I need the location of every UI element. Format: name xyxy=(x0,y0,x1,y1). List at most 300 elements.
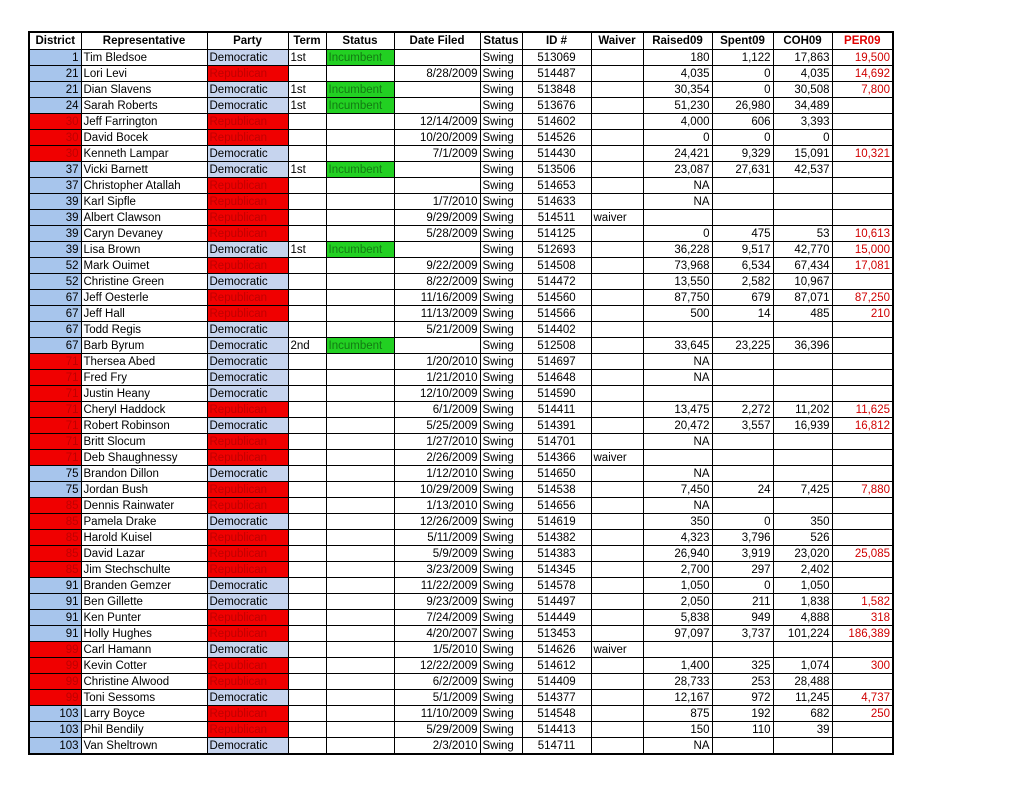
status-cell xyxy=(326,258,394,274)
status-2-cell: Swing xyxy=(480,98,522,114)
coh09-cell xyxy=(773,370,832,386)
status-cell xyxy=(326,690,394,706)
term-cell: 1st xyxy=(288,242,326,258)
header-id: ID # xyxy=(522,32,591,50)
representative-cell: Jeff Oesterle xyxy=(81,290,207,306)
raised09-cell: 51,230 xyxy=(643,98,712,114)
coh09-cell: 0 xyxy=(773,130,832,146)
date-filed-cell: 7/24/2009 xyxy=(394,610,480,626)
representative-cell: Kevin Cotter xyxy=(81,658,207,674)
district-cell: 30 xyxy=(29,146,81,162)
party-cell: Republican xyxy=(207,306,288,322)
term-cell: 1st xyxy=(288,82,326,98)
waiver-cell xyxy=(591,434,643,450)
per09-cell: 15,000 xyxy=(832,242,893,258)
status-2-cell: Swing xyxy=(480,322,522,338)
status-cell xyxy=(326,722,394,738)
coh09-cell: 350 xyxy=(773,514,832,530)
district-cell: 103 xyxy=(29,722,81,738)
status-cell: Incumbent xyxy=(326,162,394,178)
status-cell: Incumbent xyxy=(326,82,394,98)
date-filed-cell: 11/22/2009 xyxy=(394,578,480,594)
date-filed-cell: 5/9/2009 xyxy=(394,546,480,562)
coh09-cell xyxy=(773,450,832,466)
header-row xyxy=(29,32,893,50)
coh09-cell: 16,939 xyxy=(773,418,832,434)
status-cell: Incumbent xyxy=(326,338,394,354)
coh09-cell: 53 xyxy=(773,226,832,242)
representative-cell: Caryn Devaney xyxy=(81,226,207,242)
representative-cell: Harold Kuisel xyxy=(81,530,207,546)
table-row xyxy=(29,642,893,658)
representative-cell: Barb Byrum xyxy=(81,338,207,354)
district-cell: 67 xyxy=(29,306,81,322)
status-cell xyxy=(326,322,394,338)
party-cell: Republican xyxy=(207,194,288,210)
waiver-cell xyxy=(591,578,643,594)
raised09-cell: 0 xyxy=(643,130,712,146)
representative-cell: Brandon Dillon xyxy=(81,466,207,482)
raised09-cell: 12,167 xyxy=(643,690,712,706)
spent09-cell: 606 xyxy=(712,114,773,130)
id-cell: 514497 xyxy=(522,594,591,610)
waiver-cell xyxy=(591,402,643,418)
status-2-cell: Swing xyxy=(480,642,522,658)
district-cell: 71 xyxy=(29,370,81,386)
representative-cell: Lisa Brown xyxy=(81,242,207,258)
status-2-cell: Swing xyxy=(480,482,522,498)
table-row xyxy=(29,50,893,66)
status-cell xyxy=(326,578,394,594)
waiver-cell xyxy=(591,418,643,434)
spent09-cell: 211 xyxy=(712,594,773,610)
spent09-cell xyxy=(712,210,773,226)
per09-cell xyxy=(832,194,893,210)
waiver-cell xyxy=(591,354,643,370)
waiver-cell xyxy=(591,370,643,386)
party-cell: Democratic xyxy=(207,354,288,370)
table-row xyxy=(29,530,893,546)
term-cell xyxy=(288,498,326,514)
party-cell: Republican xyxy=(207,178,288,194)
table-row xyxy=(29,738,893,755)
status-2-cell: Swing xyxy=(480,530,522,546)
id-cell: 514377 xyxy=(522,690,591,706)
party-cell: Republican xyxy=(207,610,288,626)
spent09-cell: 9,329 xyxy=(712,146,773,162)
raised09-cell: 73,968 xyxy=(643,258,712,274)
date-filed-cell: 9/22/2009 xyxy=(394,258,480,274)
coh09-cell: 42,770 xyxy=(773,242,832,258)
id-cell: 514508 xyxy=(522,258,591,274)
coh09-cell: 10,967 xyxy=(773,274,832,290)
spent09-cell: 192 xyxy=(712,706,773,722)
table-row xyxy=(29,178,893,194)
waiver-cell xyxy=(591,226,643,242)
date-filed-cell: 9/23/2009 xyxy=(394,594,480,610)
per09-cell xyxy=(832,674,893,690)
term-cell xyxy=(288,306,326,322)
district-cell: 71 xyxy=(29,450,81,466)
term-cell xyxy=(288,578,326,594)
date-filed-cell xyxy=(394,162,480,178)
district-cell: 85 xyxy=(29,546,81,562)
term-cell xyxy=(288,434,326,450)
table-row xyxy=(29,626,893,642)
date-filed-cell: 1/27/2010 xyxy=(394,434,480,450)
id-cell: 514125 xyxy=(522,226,591,242)
waiver-cell xyxy=(591,162,643,178)
party-cell: Democratic xyxy=(207,642,288,658)
status-cell xyxy=(326,594,394,610)
term-cell xyxy=(288,258,326,274)
raised09-cell: 4,000 xyxy=(643,114,712,130)
term-cell: 1st xyxy=(288,50,326,66)
term-cell xyxy=(288,322,326,338)
coh09-cell: 11,202 xyxy=(773,402,832,418)
id-cell: 514560 xyxy=(522,290,591,306)
term-cell xyxy=(288,226,326,242)
district-cell: 21 xyxy=(29,82,81,98)
raised09-cell: 4,323 xyxy=(643,530,712,546)
waiver-cell: waiver xyxy=(591,642,643,658)
table-row xyxy=(29,114,893,130)
spent09-cell: 24 xyxy=(712,482,773,498)
term-cell xyxy=(288,482,326,498)
per09-cell: 17,081 xyxy=(832,258,893,274)
id-cell: 514411 xyxy=(522,402,591,418)
per09-cell: 11,625 xyxy=(832,402,893,418)
table-row xyxy=(29,450,893,466)
table-row xyxy=(29,690,893,706)
per09-cell xyxy=(832,466,893,482)
party-cell: Republican xyxy=(207,226,288,242)
spent09-cell xyxy=(712,466,773,482)
coh09-cell: 11,245 xyxy=(773,690,832,706)
status-cell: Incumbent xyxy=(326,50,394,66)
per09-cell xyxy=(832,162,893,178)
status-2-cell: Swing xyxy=(480,706,522,722)
raised09-cell: 150 xyxy=(643,722,712,738)
spent09-cell xyxy=(712,354,773,370)
party-cell: Republican xyxy=(207,290,288,306)
id-cell: 513506 xyxy=(522,162,591,178)
status-2-cell: Swing xyxy=(480,514,522,530)
date-filed-cell: 11/13/2009 xyxy=(394,306,480,322)
district-cell: 99 xyxy=(29,690,81,706)
date-filed-cell xyxy=(394,242,480,258)
date-filed-cell: 1/20/2010 xyxy=(394,354,480,370)
candidate-spreadsheet xyxy=(28,31,894,755)
waiver-cell xyxy=(591,690,643,706)
district-cell: 71 xyxy=(29,434,81,450)
per09-cell xyxy=(832,530,893,546)
raised09-cell: 33,645 xyxy=(643,338,712,354)
status-2-cell: Swing xyxy=(480,50,522,66)
representative-cell: David Bocek xyxy=(81,130,207,146)
term-cell xyxy=(288,530,326,546)
status-cell xyxy=(326,546,394,562)
raised09-cell: 1,050 xyxy=(643,578,712,594)
waiver-cell xyxy=(591,338,643,354)
district-cell: 103 xyxy=(29,738,81,755)
party-cell: Republican xyxy=(207,130,288,146)
district-cell: 71 xyxy=(29,354,81,370)
waiver-cell xyxy=(591,290,643,306)
representative-cell: Albert Clawson xyxy=(81,210,207,226)
term-cell xyxy=(288,370,326,386)
id-cell: 514366 xyxy=(522,450,591,466)
party-cell: Republican xyxy=(207,498,288,514)
table-row xyxy=(29,338,893,354)
waiver-cell xyxy=(591,322,643,338)
table-body xyxy=(29,50,893,755)
party-cell: Republican xyxy=(207,434,288,450)
coh09-cell: 39 xyxy=(773,722,832,738)
coh09-cell: 485 xyxy=(773,306,832,322)
raised09-cell: NA xyxy=(643,178,712,194)
raised09-cell: 87,750 xyxy=(643,290,712,306)
raised09-cell: 30,354 xyxy=(643,82,712,98)
id-cell: 514526 xyxy=(522,130,591,146)
date-filed-cell: 1/7/2010 xyxy=(394,194,480,210)
status-cell xyxy=(326,418,394,434)
per09-cell: 210 xyxy=(832,306,893,322)
date-filed-cell: 7/1/2009 xyxy=(394,146,480,162)
header-district: District xyxy=(29,32,81,50)
raised09-cell: 350 xyxy=(643,514,712,530)
per09-cell: 10,613 xyxy=(832,226,893,242)
date-filed-cell: 1/5/2010 xyxy=(394,642,480,658)
coh09-cell: 23,020 xyxy=(773,546,832,562)
per09-cell xyxy=(832,514,893,530)
status-cell xyxy=(326,658,394,674)
status-2-cell: Swing xyxy=(480,290,522,306)
spent09-cell xyxy=(712,738,773,755)
status-2-cell: Swing xyxy=(480,146,522,162)
header-status: Status xyxy=(326,32,394,50)
spent09-cell: 475 xyxy=(712,226,773,242)
waiver-cell xyxy=(591,594,643,610)
term-cell xyxy=(288,610,326,626)
waiver-cell xyxy=(591,722,643,738)
table-row xyxy=(29,210,893,226)
representative-cell: Tim Bledsoe xyxy=(81,50,207,66)
coh09-cell: 42,537 xyxy=(773,162,832,178)
status-2-cell: Swing xyxy=(480,466,522,482)
term-cell xyxy=(288,594,326,610)
status-cell xyxy=(326,370,394,386)
status-2-cell: Swing xyxy=(480,562,522,578)
raised09-cell: 24,421 xyxy=(643,146,712,162)
header-coh09: COH09 xyxy=(773,32,832,50)
table-row xyxy=(29,242,893,258)
table-row xyxy=(29,418,893,434)
spent09-cell xyxy=(712,434,773,450)
status-cell xyxy=(326,114,394,130)
id-cell: 514449 xyxy=(522,610,591,626)
table-row xyxy=(29,594,893,610)
district-cell: 85 xyxy=(29,498,81,514)
coh09-cell: 87,071 xyxy=(773,290,832,306)
per09-cell xyxy=(832,354,893,370)
raised09-cell: NA xyxy=(643,466,712,482)
per09-cell: 25,085 xyxy=(832,546,893,562)
status-cell xyxy=(326,146,394,162)
representative-cell: Vicki Barnett xyxy=(81,162,207,178)
district-cell: 67 xyxy=(29,290,81,306)
status-2-cell: Swing xyxy=(480,578,522,594)
representative-cell: Lori Levi xyxy=(81,66,207,82)
waiver-cell xyxy=(591,82,643,98)
status-cell xyxy=(326,226,394,242)
coh09-cell: 17,863 xyxy=(773,50,832,66)
status-cell xyxy=(326,66,394,82)
term-cell xyxy=(288,210,326,226)
date-filed-cell: 5/11/2009 xyxy=(394,530,480,546)
date-filed-cell: 5/25/2009 xyxy=(394,418,480,434)
coh09-cell: 2,402 xyxy=(773,562,832,578)
term-cell xyxy=(288,626,326,642)
date-filed-cell xyxy=(394,98,480,114)
spent09-cell: 1,122 xyxy=(712,50,773,66)
coh09-cell xyxy=(773,322,832,338)
status-cell xyxy=(326,530,394,546)
header-spent09: Spent09 xyxy=(712,32,773,50)
id-cell: 514391 xyxy=(522,418,591,434)
raised09-cell: 36,228 xyxy=(643,242,712,258)
party-cell: Democratic xyxy=(207,50,288,66)
per09-cell: 87,250 xyxy=(832,290,893,306)
per09-cell: 186,389 xyxy=(832,626,893,642)
coh09-cell xyxy=(773,738,832,755)
table-row xyxy=(29,306,893,322)
waiver-cell xyxy=(591,66,643,82)
district-cell: 39 xyxy=(29,226,81,242)
representative-cell: Dian Slavens xyxy=(81,82,207,98)
waiver-cell xyxy=(591,50,643,66)
id-cell: 514430 xyxy=(522,146,591,162)
date-filed-cell: 9/29/2009 xyxy=(394,210,480,226)
table-row xyxy=(29,546,893,562)
representative-cell: Britt Slocum xyxy=(81,434,207,450)
status-2-cell: Swing xyxy=(480,610,522,626)
district-cell: 91 xyxy=(29,578,81,594)
term-cell xyxy=(288,178,326,194)
id-cell: 514697 xyxy=(522,354,591,370)
per09-cell: 7,800 xyxy=(832,82,893,98)
coh09-cell xyxy=(773,386,832,402)
spent09-cell: 0 xyxy=(712,66,773,82)
status-cell xyxy=(326,738,394,755)
id-cell: 513453 xyxy=(522,626,591,642)
representative-cell: Christopher Atallah xyxy=(81,178,207,194)
coh09-cell xyxy=(773,498,832,514)
representative-cell: Todd Regis xyxy=(81,322,207,338)
raised09-cell: 13,550 xyxy=(643,274,712,290)
status-cell xyxy=(326,274,394,290)
status-2-cell: Swing xyxy=(480,546,522,562)
coh09-cell xyxy=(773,354,832,370)
table-row xyxy=(29,258,893,274)
id-cell: 514472 xyxy=(522,274,591,290)
raised09-cell: 7,450 xyxy=(643,482,712,498)
term-cell xyxy=(288,642,326,658)
date-filed-cell: 11/10/2009 xyxy=(394,706,480,722)
waiver-cell xyxy=(591,546,643,562)
spent09-cell: 110 xyxy=(712,722,773,738)
term-cell xyxy=(288,674,326,690)
id-cell: 514487 xyxy=(522,66,591,82)
date-filed-cell xyxy=(394,338,480,354)
status-2-cell: Swing xyxy=(480,722,522,738)
id-cell: 514656 xyxy=(522,498,591,514)
status-2-cell: Swing xyxy=(480,674,522,690)
coh09-cell: 30,508 xyxy=(773,82,832,98)
table-row xyxy=(29,434,893,450)
status-cell xyxy=(326,434,394,450)
status-2-cell: Swing xyxy=(480,258,522,274)
representative-cell: Phil Bendily xyxy=(81,722,207,738)
per09-cell xyxy=(832,562,893,578)
per09-cell xyxy=(832,386,893,402)
party-cell: Republican xyxy=(207,674,288,690)
table-row xyxy=(29,82,893,98)
status-2-cell: Swing xyxy=(480,162,522,178)
district-cell: 52 xyxy=(29,258,81,274)
district-cell: 67 xyxy=(29,322,81,338)
district-cell: 71 xyxy=(29,386,81,402)
spent09-cell: 2,582 xyxy=(712,274,773,290)
per09-cell: 318 xyxy=(832,610,893,626)
term-cell xyxy=(288,386,326,402)
status-2-cell: Swing xyxy=(480,498,522,514)
per09-cell xyxy=(832,722,893,738)
raised09-cell xyxy=(643,322,712,338)
coh09-cell: 682 xyxy=(773,706,832,722)
raised09-cell: NA xyxy=(643,354,712,370)
spent09-cell: 26,980 xyxy=(712,98,773,114)
term-cell xyxy=(288,66,326,82)
per09-cell xyxy=(832,642,893,658)
per09-cell: 250 xyxy=(832,706,893,722)
id-cell: 514650 xyxy=(522,466,591,482)
table-row xyxy=(29,194,893,210)
representative-cell: Karl Sipfle xyxy=(81,194,207,210)
status-cell xyxy=(326,130,394,146)
status-cell xyxy=(326,194,394,210)
district-cell: 30 xyxy=(29,130,81,146)
status-2-cell: Swing xyxy=(480,82,522,98)
table-row xyxy=(29,722,893,738)
status-cell: Incumbent xyxy=(326,98,394,114)
district-cell: 99 xyxy=(29,642,81,658)
status-2-cell: Swing xyxy=(480,594,522,610)
district-cell: 85 xyxy=(29,530,81,546)
header-term: Term xyxy=(288,32,326,50)
id-cell: 514626 xyxy=(522,642,591,658)
district-cell: 91 xyxy=(29,610,81,626)
table-row xyxy=(29,658,893,674)
term-cell xyxy=(288,194,326,210)
waiver-cell xyxy=(591,242,643,258)
raised09-cell: 23,087 xyxy=(643,162,712,178)
status-2-cell: Swing xyxy=(480,386,522,402)
representative-cell: Jim Stechschulte xyxy=(81,562,207,578)
raised09-cell: 500 xyxy=(643,306,712,322)
status-2-cell: Swing xyxy=(480,450,522,466)
status-2-cell: Swing xyxy=(480,658,522,674)
